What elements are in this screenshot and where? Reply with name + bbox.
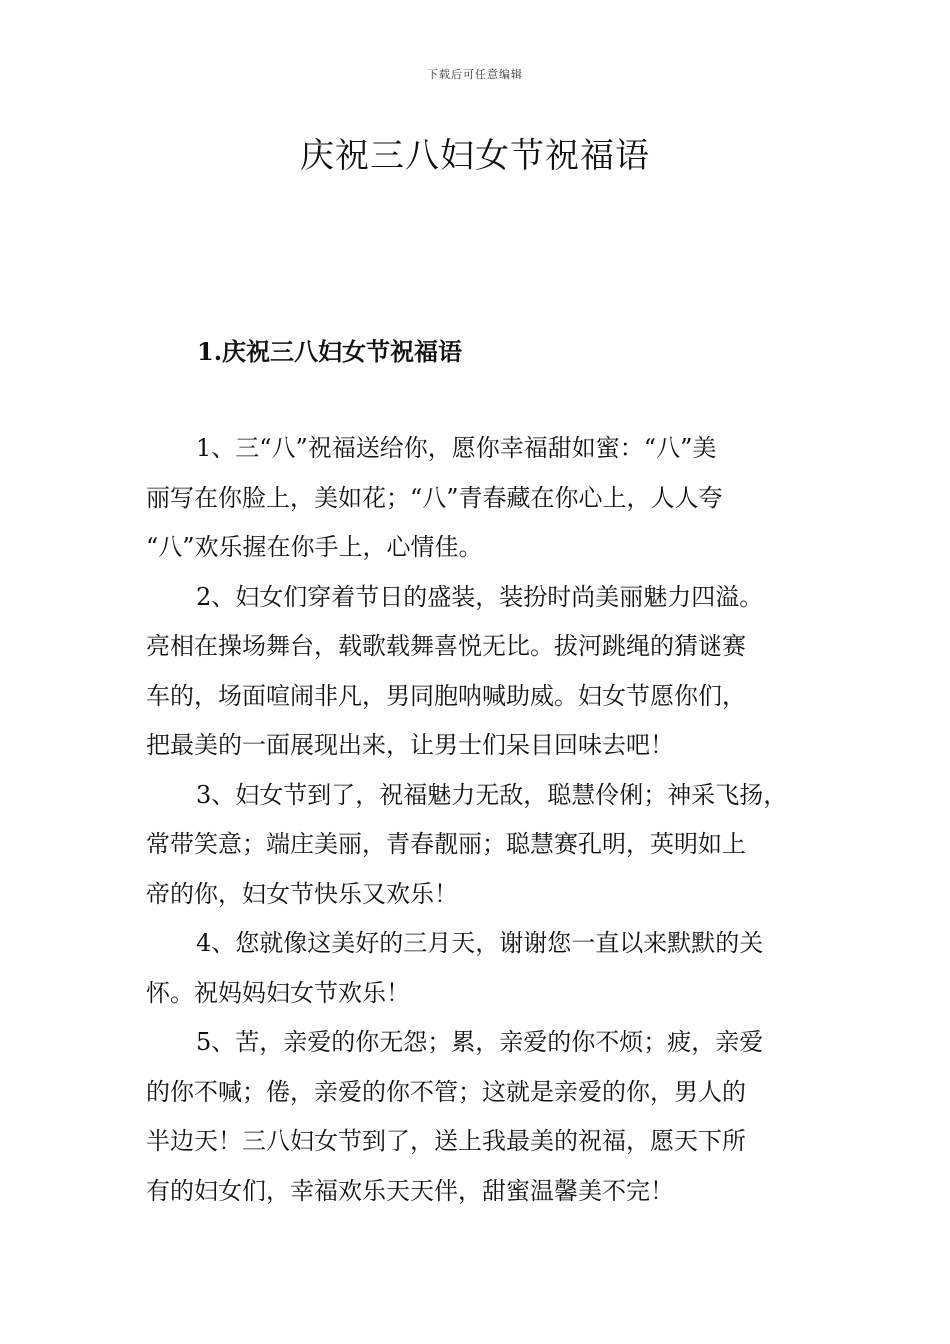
paragraph-line: 把最美的一面展现出来，让男士们呆目回味去吧！ <box>146 731 674 759</box>
document-body <box>146 424 814 1216</box>
document-title: 庆祝三八妇女节祝福语 <box>300 136 650 176</box>
paragraph-line: 的你不喊；倦，亲爱的你不管；这就是亲爱的你，男人的 <box>146 1077 746 1106</box>
paragraph-4 <box>146 919 814 1018</box>
paragraph-line: 车的，场面喧闹非凡，男同胞呐喊助威。妇女节愿你们， <box>146 681 746 710</box>
paragraph-line: 丽写在你脸上，美如花；“八”青春藏在你心上，人人夸 <box>146 483 723 512</box>
paragraph-line: 怀。祝妈妈妇女节欢乐！ <box>146 978 410 1007</box>
paragraph-line: “八”欢乐握在你手上，心情佳。 <box>146 533 483 561</box>
section-heading: 1.庆祝三八妇女节祝福语 <box>197 337 463 366</box>
paragraph-line: 有的妇女们，幸福欢乐天天伴，甜蜜温馨美不完！ <box>146 1176 674 1205</box>
paragraph-line: 4、您就像这美好的三月天，谢谢您一直以来默默的关 <box>196 929 764 957</box>
paragraph-line: 5、苦，亲爱的你无怨；累，亲爱的你不烦；疲，亲爱 <box>196 1028 764 1056</box>
paragraph-line: 常带笑意；端庄美丽，青春靓丽；聪慧赛孔明，英明如上 <box>146 830 746 858</box>
paragraph-2 <box>146 573 814 771</box>
paragraph-line: 3、妇女节到了，祝福魅力无敌，聪慧伶俐；神采飞扬， <box>196 780 788 809</box>
paragraph-line: 2、妇女们穿着节日的盛装，装扮时尚美丽魅力四溢。 <box>196 582 764 611</box>
paragraph-1 <box>146 424 814 573</box>
paragraph-5 <box>146 1018 814 1216</box>
paragraph-line: 帝的你，妇女节快乐又欢乐！ <box>146 879 458 908</box>
paragraph-line: 1、三“八”祝福送给你，愿你幸福甜如蜜：“八”美 <box>196 434 717 462</box>
paragraph-line: 亮相在操场舞台，载歌载舞喜悦无比。拔河跳绳的猜谜赛 <box>146 632 746 660</box>
header-note: 下载后可任意编辑 <box>427 68 523 81</box>
paragraph-3 <box>146 771 814 920</box>
paragraph-line: 半边天！三八妇女节到了，送上我最美的祝福，愿天下所 <box>146 1127 746 1155</box>
